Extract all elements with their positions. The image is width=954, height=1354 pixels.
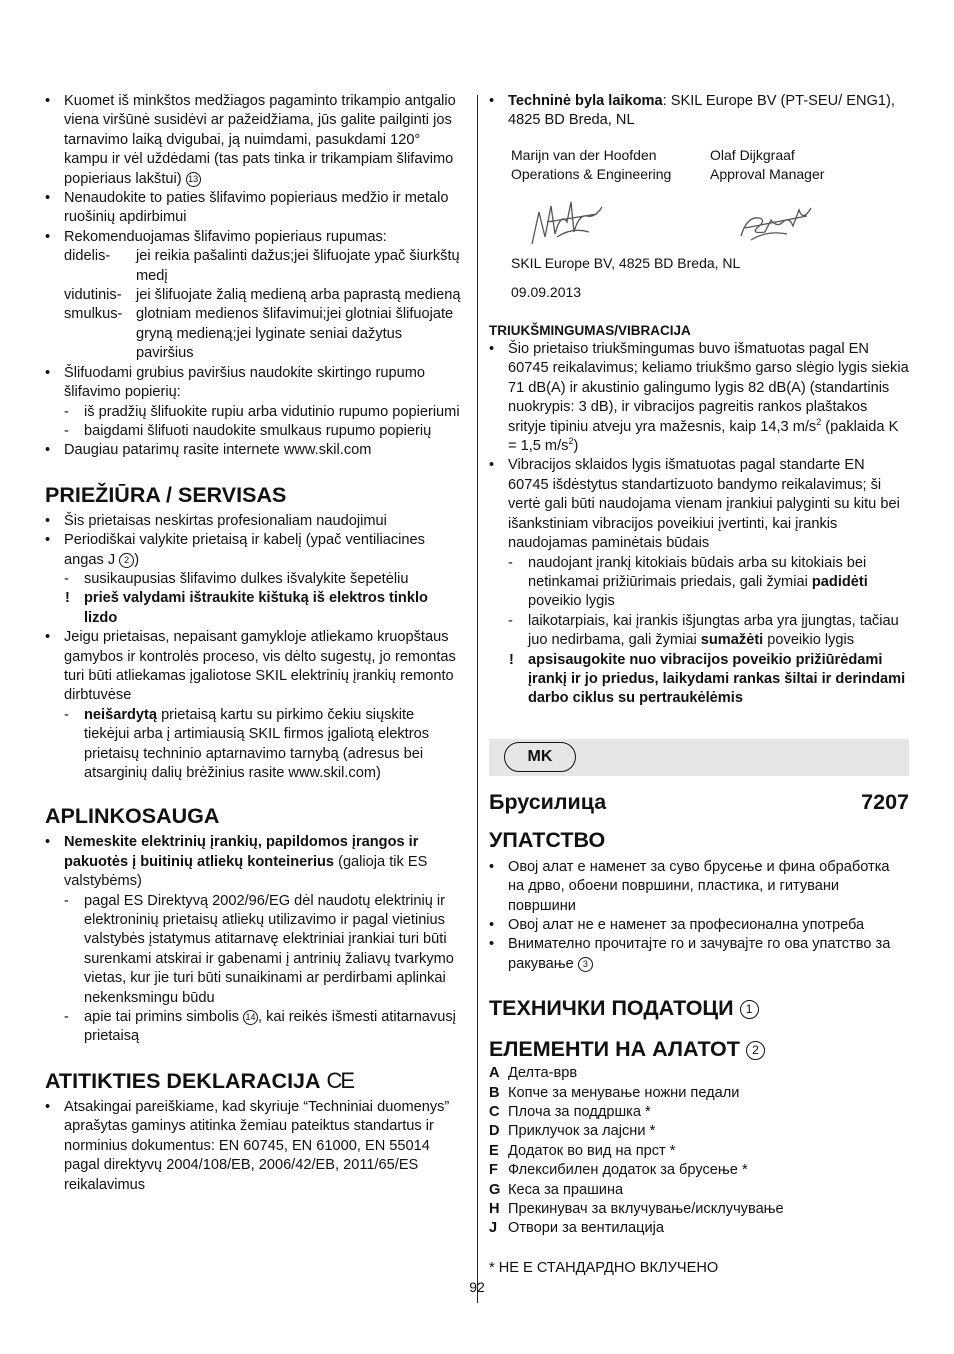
list-item: E Додаток во вид на прст * [489,1142,676,1159]
section-title-environment: APLINKOSAUGA [45,804,220,829]
language-bar [489,739,909,776]
product-title: Брусилица 7207 [489,789,909,814]
list-item: A Делта-врв [489,1065,578,1082]
footnote: * НЕ Е СТАНДАРДНО ВКЛУЧЕНО [489,1259,719,1276]
column-divider [477,95,478,1303]
right-column [489,92,909,1278]
signature-image [737,198,817,248]
list-item: B Копче за менување ножни педали [489,1084,740,1101]
declaration-date: 09.09.2013 [511,284,582,301]
list-item: C Плоча за поддршка * [489,1104,651,1120]
signatures [489,184,909,254]
warning-item: ! prieš valydami ištraukite kištuką iš elektros tinklo lizdo [45,589,463,628]
grit-row: smulkus- glotniam medienos šlifavimui;jei glotniai šlifuojate gryną medieną;jei lyginate seniai dažytus paviršius [64,306,454,362]
sub-item: - susikaupusias šlifavimo dulkes išvalykite šepetėliu [45,570,463,589]
warning-item: ! apsisaugokite nuo vibracijos poveikio prižiūrėdami įrankį ir jo priedus, laikydami rankas šiltai ir derindami darbo ciklus su pertraukėlėmis [489,651,909,709]
list-item: • Овој алат не е наменет за професионална употреба [489,916,909,935]
sub-item: - apie tai primins simbolis 14 , kai reikės išmesti atitarnavusį prietaisą [45,1008,463,1047]
sub-item: - neišardytą prietaisą kartu su pirkimo čekiu siųskite tiekėjui arba į artimiausią SKIL firmos įgaliotą elektros prietaisų techninio aptarnavimo tarnybą (adresus bei atsarginių dalių brėžinius rasite www.skil.com) [45,706,463,784]
list-item: • Techninė byla laikoma: SKIL Europe BV (PT-SEU/ ENG1), 4825 BD Breda, NL [489,92,909,131]
ce-mark: CE [326,1067,354,1093]
section-title-service: PRIEŽIŪRA / SERVISAS [45,482,287,507]
list-item: • Kuomet iš minkštos medžiagos pagaminto trikampio antgalio viena viršūnė susidėvi ar pažeidžiama, jūs galite pailginti jos tarnavimo laiką dvigubai, ją nuimdami, pasukdami 120° kampu ir vėl uždėdami (tas pats tinka ir trikampiam šlifavimo popieriaus lakštui) 13 [45,92,463,189]
signatory: Olaf Dijkgraaf Approval Manager [710,146,825,182]
list-item: • Periodiškai valykite prietaisą ir kabelį (ypač ventiliacines angas J 2 ) [45,531,463,570]
parts-list [489,1064,909,1239]
signatory: Marijn van der Hoofden Operations & Engineering [511,146,672,182]
list-item: • Šio prietaiso triukšmingumas buvo išmatuotas pagal EN 60745 reikalavimus; keliamo triukšmo garso slėgio lygis siekia 71 dB(A) ir akustinio galingumo lygis 82 dB(A) (standartinis nuokrypis: 3 dB), ir vibracijos pagreitis rankos plaštakos srityje tipiniu atveju yra mažesnis, kaip 14,3 $m/s^2$ (paklaida K = 1,5 $m/s^2$) [489,340,909,456]
list-item: • Nenaudokite to paties šlifavimo popieriaus medžio ir metalo ruošinių apdirbimui [45,189,463,228]
sub-item: - baigdami šlifuoti naudokite smulkaus rupumo popierių [45,422,463,441]
section-title-tech-data: ТЕХНИЧКИ ПОДАТОЦИ 1 [489,995,909,1021]
left-column [45,92,463,1195]
list-item: • Vibracijos sklaidos lygis išmatuotas pagal standarte EN 60745 išdėstytus standartizuoto bandymo reikalavimus; ši vertė gali būti naudojama vienam įrankiui palyginti su kitu bei išankstiniam vibracijos poveikiui įvertinti, kai įrankis naudojamas paminėtais būdais [489,456,909,553]
list-item: H Прекинувач за вклучување/исклучување [489,1201,784,1218]
figure-ref-badge: 2 [746,1041,765,1060]
grit-table [45,247,463,363]
section-title-noise: TRIUKŠMINGUMAS/VIBRACIJA [489,322,691,338]
list-item: • Šis prietaisas neskirtas profesionaliam naudojimui [45,512,463,531]
section-title-tool-elements: ЕЛЕМЕНТИ НА АЛАТОТ 2 [489,1036,909,1062]
figure-ref-badge: 2 [119,553,134,568]
section-title-declaration: ATITIKTIES DEKLARACIJA CE [45,1067,354,1093]
list-item: • Овој алат е наменет за суво брусење и фина обработка на дрво, обоени површини, пластика, и гитувани површини [489,858,909,916]
list-item: • Nemeskite elektrinių įrankių, papildomos įrangos ir pakuotės į buitinių atliekų konteinerius (galioja tik ES valstybėms) [45,833,463,891]
sub-item: - pagal ES Direktyvą 2002/96/EG dėl naudotų elektrinių ir elektroninių prietaisų atliekų utilizavimo ir pagal vietinius valstybės įstatymus atitarnavę elektriniai įrankiai turi būti surenkami atskirai ir gabenami į antrinių žaliavų tvarkymo vietas, kur jie turi būti sunaikinami ar perdirbami aplinkai nekenksmingu būdu [45,892,463,1008]
grit-row: didelis- jei reikia pašalinti dažus;jei šlifuojate ypač šiurkštų medį [64,248,460,284]
language-badge: MK [504,742,576,772]
list-item: G Кеса за прашина [489,1181,624,1198]
list-item: D Приклучок за лајсни * [489,1123,656,1140]
list-item: • Rekomenduojamas šlifavimo popieriaus rupumas: [45,228,463,247]
list-item: J Отвори за вентилација [489,1220,665,1237]
sub-item: - naudojant įrankį kitokiais būdais arba su kitokiais bei netinkamai prižiūrimais priedais, gali žymiai padidėti poveikio lygis [489,554,909,612]
list-item: • Daugiau patarimų rasite internete www.skil.com [45,441,463,460]
signatories [511,146,909,184]
company-address: SKIL Europe BV, 4825 BD Breda, NL [511,254,741,271]
sub-item: - laikotarpiais, kai įrankis išjungtas arba yra įjungtas, tačiau juo nedirbama, gali žymiai sumažėti poveikio lygis [489,612,909,651]
figure-ref-badge: 1 [740,1000,759,1019]
list-item: • Šlifuodami grubius paviršius naudokite skirtingo rupumo šlifavimo popierių: [45,364,463,403]
page-number: 92 [469,1279,485,1295]
figure-ref-badge: 3 [578,957,593,972]
list-item: • Jeigu prietaisas, nepaisant gamykloje atliekamo kruopštaus gamybos ir kontrolės proceso, vis dėlto sugestų, jo remontas turi būti atliekamas įgaliotose SKIL elektrinių įrankių remonto dirbtuvėse [45,628,463,706]
list-item: F Флексибилен додаток за брусење * [489,1162,748,1179]
sub-item: - iš pradžių šlifuokite rupiu arba vidutinio rupumo popieriumi [45,403,463,422]
signature-image [527,192,607,252]
section-title-manual: УПАТСТВО [489,827,606,852]
figure-ref-badge: 14 [243,1010,258,1025]
list-item: • Atsakingai pareiškiame, kad skyriuje “Techniniai duomenys” aprašytas gaminys atitinka žemiau pateiktus standartus ir norminius dokumentus: EN 60745, EN 61000, EN 55014 pagal direktyvų 2004/108/EB, 2006/42/EB, 2011/65/ES reikalavimus [45,1098,463,1195]
list-item: • Внимателно прочитајте го и зачувајте го ова упатство за ракување 3 [489,935,909,974]
grit-row: vidutinis- jei šlifuojate žalią medieną arba paprastą medieną [64,287,461,304]
figure-ref-badge: 13 [186,172,201,187]
